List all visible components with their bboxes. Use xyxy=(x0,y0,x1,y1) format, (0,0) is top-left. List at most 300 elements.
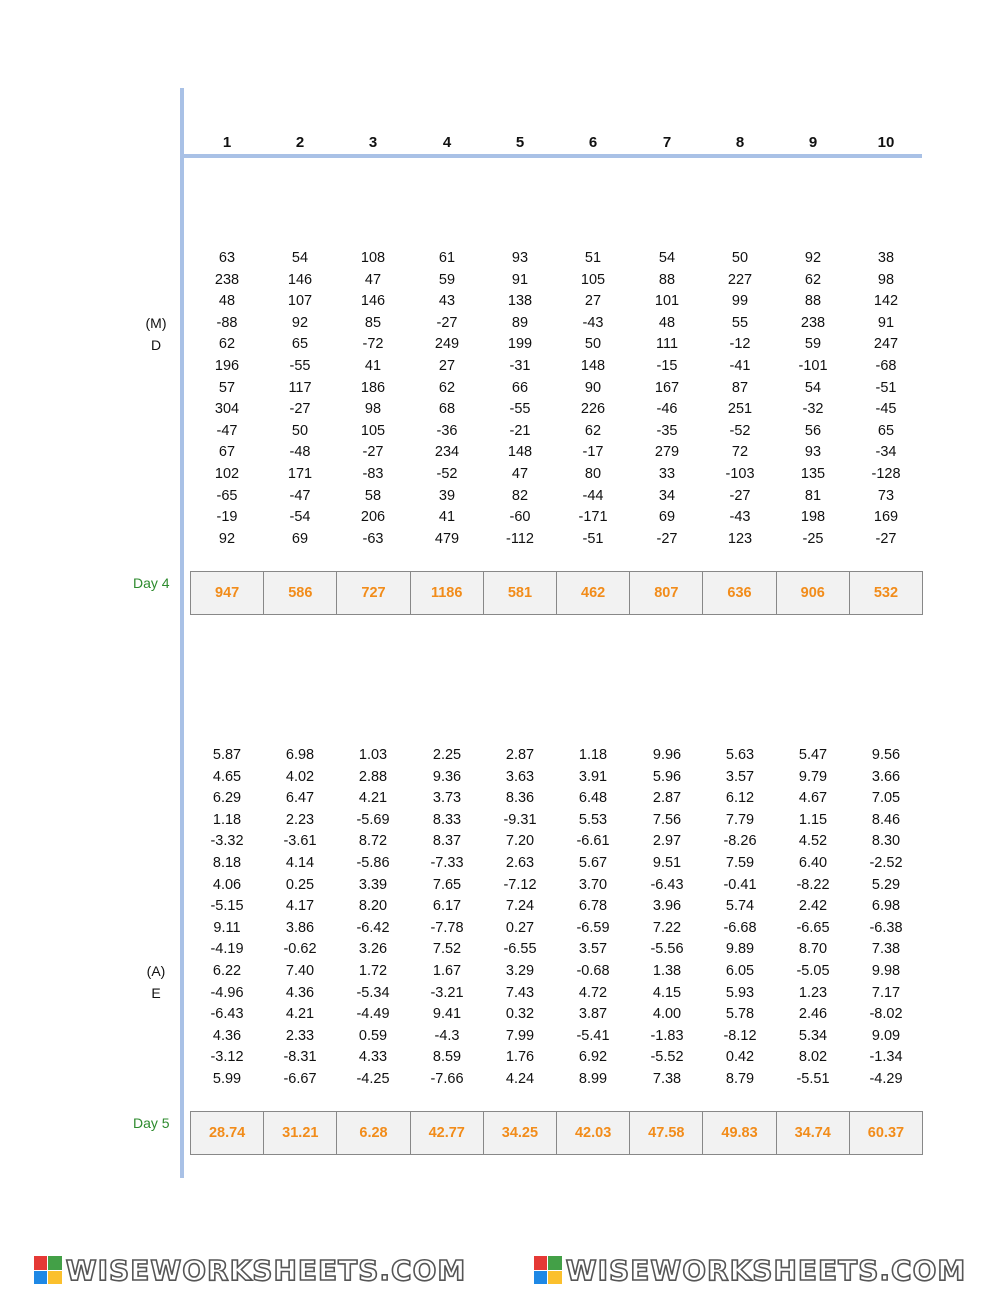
total-cell: 6.28 xyxy=(337,1112,410,1154)
table-cell: -17 xyxy=(582,444,604,461)
table-cell: 0.27 xyxy=(505,919,535,936)
table-cell: -6.42 xyxy=(356,919,390,936)
table-cell: -52 xyxy=(729,422,751,439)
table-cell: 198 xyxy=(800,509,826,526)
table-cell: 8.72 xyxy=(358,833,388,850)
table-cell: 39 xyxy=(438,487,456,504)
table-cell: -7.66 xyxy=(430,1071,464,1087)
table-cell: 54 xyxy=(804,379,822,396)
column-header: 2 xyxy=(295,134,305,151)
table-cell: -0.68 xyxy=(576,963,610,979)
table-cell: 1.67 xyxy=(432,963,462,979)
table-cell: -3.32 xyxy=(210,833,244,850)
table-cell: -0.62 xyxy=(283,941,317,958)
table-cell: -1.34 xyxy=(869,1049,903,1066)
table-cell: -12 xyxy=(729,336,751,353)
table-cell: 62 xyxy=(438,379,456,396)
table-cell: -45 xyxy=(875,401,897,418)
table-cell: 5.29 xyxy=(871,876,901,893)
table-cell: 247 xyxy=(873,336,899,353)
table-cell: 50 xyxy=(731,250,749,266)
day5-totals-row xyxy=(190,1111,923,1155)
table-cell: 2.46 xyxy=(798,1006,828,1023)
column-header: 8 xyxy=(735,134,745,151)
table-cell: 7.59 xyxy=(725,855,755,871)
table-cell: 27 xyxy=(438,358,456,374)
table-cell: 61 xyxy=(438,250,456,266)
total-cell: 532 xyxy=(873,585,899,601)
table-cell: -72 xyxy=(362,336,384,353)
table-cell: -8.26 xyxy=(723,833,757,850)
table-cell: -47 xyxy=(289,487,311,504)
table-cell: 68 xyxy=(438,401,456,418)
table-cell: 41 xyxy=(364,358,382,374)
table-cell: -8.31 xyxy=(283,1049,317,1066)
column-header: 9 xyxy=(808,134,818,151)
table-cell: 9.98 xyxy=(871,963,901,979)
table-cell: 6.92 xyxy=(578,1049,608,1066)
table-cell: 54 xyxy=(658,250,676,266)
table-cell: 7.56 xyxy=(652,811,682,828)
table-cell: -101 xyxy=(798,358,828,374)
table-cell: 108 xyxy=(360,250,386,266)
table-cell: 186 xyxy=(360,379,386,396)
table-cell: 9.89 xyxy=(725,941,755,958)
table-cell: 0.25 xyxy=(285,876,315,893)
table-cell: -25 xyxy=(802,530,824,547)
table-cell: 135 xyxy=(800,466,826,482)
table-cell: 8.02 xyxy=(798,1049,828,1066)
table-cell: 0.59 xyxy=(358,1027,388,1044)
table-cell: -1.83 xyxy=(650,1027,684,1044)
table-cell: -51 xyxy=(875,379,897,396)
table-cell: 5.78 xyxy=(725,1006,755,1023)
table-cell: 2.33 xyxy=(285,1027,315,1044)
day4-totals-row xyxy=(190,571,923,615)
table-cell: 6.78 xyxy=(578,898,608,915)
table-cell: 82 xyxy=(511,487,529,504)
table-cell: 88 xyxy=(658,271,676,288)
table-cell: -36 xyxy=(436,422,458,439)
section-ae-label-2: E xyxy=(151,985,161,1001)
table-cell: 5.47 xyxy=(798,747,828,763)
table-cell: 1.23 xyxy=(798,984,828,1001)
table-cell: 7.20 xyxy=(505,833,535,850)
table-cell: -60 xyxy=(509,509,531,526)
table-cell: 102 xyxy=(214,466,240,482)
table-cell: -171 xyxy=(578,509,608,526)
table-cell: -5.05 xyxy=(796,963,830,979)
table-cell: 0.42 xyxy=(725,1049,755,1066)
table-cell: 2.97 xyxy=(652,833,682,850)
table-cell: -5.52 xyxy=(650,1049,684,1066)
table-cell: -3.61 xyxy=(283,833,317,850)
table-cell: -27 xyxy=(656,530,678,547)
table-cell: -35 xyxy=(656,422,678,439)
table-cell: 6.29 xyxy=(212,790,242,807)
table-cell: 98 xyxy=(877,271,895,288)
table-cell: 92 xyxy=(291,314,309,331)
column-header: 5 xyxy=(515,134,525,151)
table-cell: 55 xyxy=(731,314,749,331)
table-cell: 7.43 xyxy=(505,984,535,1001)
table-cell: 3.63 xyxy=(505,768,535,785)
table-cell: -63 xyxy=(362,530,384,547)
table-cell: -5.41 xyxy=(576,1027,610,1044)
table-cell: 62 xyxy=(584,422,602,439)
table-cell: 105 xyxy=(580,271,606,288)
table-cell: -32 xyxy=(802,401,824,418)
table-cell: 5.67 xyxy=(578,855,608,871)
table-cell: -46 xyxy=(656,401,678,418)
table-cell: 2.88 xyxy=(358,768,388,785)
table-cell: 59 xyxy=(438,271,456,288)
table-cell: 2.87 xyxy=(652,790,682,807)
table-cell: 8.20 xyxy=(358,898,388,915)
table-cell: 2.63 xyxy=(505,855,535,871)
table-cell: 65 xyxy=(291,336,309,353)
table-cell: -6.61 xyxy=(576,833,610,850)
logo-icon xyxy=(534,1256,562,1284)
table-cell: 146 xyxy=(360,293,386,310)
table-cell: 7.17 xyxy=(871,984,901,1001)
table-cell: -55 xyxy=(289,358,311,374)
table-cell: 138 xyxy=(507,293,533,310)
table-cell: 67 xyxy=(218,444,236,461)
table-cell: -19 xyxy=(216,509,238,526)
table-cell: 34 xyxy=(658,487,676,504)
table-cell: 43 xyxy=(438,293,456,310)
table-cell: 6.17 xyxy=(432,898,462,915)
section-ae-label-1: (A) xyxy=(146,963,166,979)
total-cell: 34.74 xyxy=(777,1112,850,1154)
table-cell: 1.76 xyxy=(505,1049,535,1066)
table-cell: 27 xyxy=(584,293,602,310)
table-cell: -8.02 xyxy=(869,1006,903,1023)
table-cell: 6.98 xyxy=(285,747,315,763)
table-cell: 62 xyxy=(218,336,236,353)
table-cell: 146 xyxy=(287,271,313,288)
table-cell: -34 xyxy=(875,444,897,461)
table-cell: 7.22 xyxy=(652,919,682,936)
table-cell: 1.38 xyxy=(652,963,682,979)
total-cell: 49.83 xyxy=(703,1112,776,1154)
table-cell: 3.57 xyxy=(725,768,755,785)
table-cell: 6.05 xyxy=(725,963,755,979)
table-cell: 234 xyxy=(434,444,460,461)
table-cell: -7.12 xyxy=(503,876,537,893)
table-cell: -43 xyxy=(582,314,604,331)
table-cell: 1.15 xyxy=(798,811,828,828)
column-header: 4 xyxy=(442,134,452,151)
total-cell: 34.25 xyxy=(484,1112,557,1154)
table-cell: 7.05 xyxy=(871,790,901,807)
table-cell: 6.98 xyxy=(871,898,901,915)
table-cell: -68 xyxy=(875,358,897,374)
table-cell: 4.72 xyxy=(578,984,608,1001)
column-header: 3 xyxy=(368,134,378,151)
column-header: 6 xyxy=(588,134,598,151)
day5-label: Day 5 xyxy=(133,1115,170,1131)
table-cell: 206 xyxy=(360,509,386,526)
table-cell: 9.96 xyxy=(652,747,682,763)
total-cell: 47.58 xyxy=(630,1112,703,1154)
table-cell: 5.34 xyxy=(798,1027,828,1044)
table-cell: 87 xyxy=(731,379,749,396)
table-cell: 3.66 xyxy=(871,768,901,785)
table-cell: 89 xyxy=(511,314,529,331)
section-md-label-2: D xyxy=(150,337,162,353)
table-cell: -3.21 xyxy=(430,984,464,1001)
table-cell: -5.86 xyxy=(356,855,390,871)
table-cell: 56 xyxy=(804,422,822,439)
table-cell: 1.72 xyxy=(358,963,388,979)
total-cell: 947 xyxy=(191,572,264,614)
total-cell: 727 xyxy=(337,572,410,614)
table-cell: -43 xyxy=(729,509,751,526)
total-cell: 42.77 xyxy=(411,1112,484,1154)
table-cell: -5.15 xyxy=(210,898,244,915)
table-cell: 4.17 xyxy=(285,898,315,915)
table-cell: -8.22 xyxy=(796,876,830,893)
table-cell: 4.24 xyxy=(505,1071,535,1087)
table-cell: 4.36 xyxy=(212,1027,242,1044)
table-cell: 8.70 xyxy=(798,941,828,958)
table-cell: 2.42 xyxy=(798,898,828,915)
table-cell: -31 xyxy=(509,358,531,374)
table-cell: 5.96 xyxy=(652,768,682,785)
table-cell: 4.65 xyxy=(212,768,242,785)
table-cell: -3.12 xyxy=(210,1049,244,1066)
table-cell: 4.33 xyxy=(358,1049,388,1066)
table-cell: -9.31 xyxy=(503,811,537,828)
table-cell: 5.63 xyxy=(725,747,755,763)
table-cell: 63 xyxy=(218,250,236,266)
table-cell: 7.40 xyxy=(285,963,315,979)
table-cell: 3.39 xyxy=(358,876,388,893)
table-cell: 171 xyxy=(287,466,313,482)
table-cell: 9.56 xyxy=(871,747,901,763)
table-cell: 91 xyxy=(877,314,895,331)
table-cell: -21 xyxy=(509,422,531,439)
table-cell: 38 xyxy=(877,250,895,266)
table-cell: 3.29 xyxy=(505,963,535,979)
total-cell: 42.03 xyxy=(557,1112,630,1154)
table-cell: 3.96 xyxy=(652,898,682,915)
table-cell: 5.74 xyxy=(725,898,755,915)
table-cell: -8.12 xyxy=(723,1027,757,1044)
table-cell: 9.09 xyxy=(871,1027,901,1044)
table-cell: 93 xyxy=(804,444,822,461)
table-cell: 148 xyxy=(507,444,533,461)
table-cell: 3.73 xyxy=(432,790,462,807)
table-cell: -5.56 xyxy=(650,941,684,958)
table-cell: 3.87 xyxy=(578,1006,608,1023)
table-cell: 2.25 xyxy=(432,747,462,763)
table-cell: 1.18 xyxy=(212,811,242,828)
table-cell: -112 xyxy=(506,530,534,547)
table-cell: 8.79 xyxy=(725,1071,755,1087)
table-cell: -6.43 xyxy=(210,1006,244,1023)
table-cell: 50 xyxy=(291,422,309,439)
table-cell: 58 xyxy=(364,487,382,504)
table-cell: -52 xyxy=(436,466,458,482)
table-cell: 3.26 xyxy=(358,941,388,958)
table-cell: 47 xyxy=(364,271,382,288)
table-cell: 9.41 xyxy=(432,1006,462,1023)
table-cell: 93 xyxy=(511,250,529,266)
table-cell: 4.67 xyxy=(798,790,828,807)
section-md-label-1: (M) xyxy=(145,315,167,331)
table-cell: 1.18 xyxy=(578,747,608,763)
total-cell: 462 xyxy=(557,572,630,614)
table-cell: 251 xyxy=(727,401,753,418)
table-cell: 8.59 xyxy=(432,1049,462,1066)
table-cell: -55 xyxy=(509,401,531,418)
table-cell: 7.79 xyxy=(725,811,755,828)
table-cell: -44 xyxy=(582,487,604,504)
total-cell: 1186 xyxy=(411,572,484,614)
table-cell: 226 xyxy=(580,401,606,418)
table-cell: -6.59 xyxy=(576,919,610,936)
table-cell: 2.87 xyxy=(505,747,535,763)
table-cell: 249 xyxy=(434,336,460,353)
table-cell: 4.14 xyxy=(285,855,315,871)
table-cell: 169 xyxy=(873,509,899,526)
table-cell: 9.11 xyxy=(213,919,241,936)
footer-watermark xyxy=(0,1252,1000,1288)
table-cell: -0.41 xyxy=(723,876,757,893)
table-cell: -7.33 xyxy=(430,855,464,871)
table-cell: 54 xyxy=(291,250,309,266)
total-cell: 28.74 xyxy=(191,1112,264,1154)
table-cell: 62 xyxy=(804,271,822,288)
table-cell: 4.00 xyxy=(652,1006,682,1023)
table-cell: 8.46 xyxy=(871,811,901,828)
table-cell: 48 xyxy=(658,314,676,331)
table-cell: -6.68 xyxy=(723,919,757,936)
brand-right xyxy=(534,1254,967,1287)
table-cell: -4.3 xyxy=(434,1027,460,1044)
table-cell: 50 xyxy=(584,336,602,353)
table-cell: 5.99 xyxy=(212,1071,242,1087)
table-cell: 238 xyxy=(214,271,240,288)
table-cell: -27 xyxy=(729,487,751,504)
brand-left xyxy=(34,1254,467,1287)
table-cell: -5.69 xyxy=(356,811,390,828)
table-cell: 227 xyxy=(727,271,753,288)
table-cell: 48 xyxy=(218,293,236,310)
table-cell: 41 xyxy=(438,509,456,526)
table-cell: 3.91 xyxy=(578,768,608,785)
table-cell: 4.02 xyxy=(285,768,315,785)
table-cell: 47 xyxy=(511,466,529,482)
table-cell: -4.25 xyxy=(356,1071,390,1087)
table-cell: -6.65 xyxy=(796,919,830,936)
total-cell: 581 xyxy=(484,572,557,614)
table-cell: 7.24 xyxy=(505,898,535,915)
table-cell: 6.40 xyxy=(798,855,828,871)
table-cell: -4.19 xyxy=(210,941,244,958)
table-cell: 57 xyxy=(218,379,236,396)
vertical-rule xyxy=(180,88,184,1178)
table-cell: 8.30 xyxy=(871,833,901,850)
table-cell: 4.36 xyxy=(285,984,315,1001)
table-cell: 111 xyxy=(655,336,679,353)
table-cell: -88 xyxy=(216,314,238,331)
table-cell: 59 xyxy=(804,336,822,353)
table-cell: 91 xyxy=(511,271,529,288)
table-cell: 105 xyxy=(360,422,386,439)
table-cell: 196 xyxy=(214,358,240,374)
table-cell: -41 xyxy=(729,358,751,374)
brand-text: WISEWORKSHEETS.COM xyxy=(565,1253,967,1287)
table-cell: -4.29 xyxy=(869,1071,903,1087)
column-header: 10 xyxy=(877,134,895,151)
table-cell: -54 xyxy=(289,509,311,526)
table-cell: 279 xyxy=(654,444,680,461)
total-cell: 60.37 xyxy=(867,1125,905,1141)
total-cell: 31.21 xyxy=(264,1112,337,1154)
table-cell: -47 xyxy=(216,422,238,439)
column-header: 1 xyxy=(222,134,232,151)
table-cell: 69 xyxy=(291,530,309,547)
table-cell: -27 xyxy=(362,444,384,461)
table-cell: -27 xyxy=(436,314,458,331)
table-cell: 142 xyxy=(873,293,899,310)
table-cell: 9.79 xyxy=(798,768,828,785)
table-cell: 117 xyxy=(288,379,312,396)
table-cell: -51 xyxy=(582,530,604,547)
table-cell: 8.37 xyxy=(432,833,462,850)
table-cell: 6.22 xyxy=(212,963,242,979)
table-cell: 4.06 xyxy=(212,876,242,893)
table-cell: 98 xyxy=(364,401,382,418)
table-cell: 69 xyxy=(658,509,676,526)
table-cell: 101 xyxy=(654,293,680,310)
table-cell: 92 xyxy=(804,250,822,266)
table-cell: -5.34 xyxy=(356,984,390,1001)
table-cell: 3.57 xyxy=(578,941,608,958)
table-cell: 4.15 xyxy=(652,984,682,1001)
table-cell: 8.36 xyxy=(505,790,535,807)
table-cell: 72 xyxy=(731,444,749,461)
table-cell: 199 xyxy=(507,336,533,353)
table-cell: 4.52 xyxy=(798,833,828,850)
table-cell: 7.38 xyxy=(652,1071,682,1087)
total-cell: 906 xyxy=(777,572,850,614)
table-cell: 9.51 xyxy=(652,855,682,871)
table-cell: -83 xyxy=(362,466,384,482)
table-cell: 5.87 xyxy=(212,747,242,763)
table-cell: 4.21 xyxy=(358,790,388,807)
table-cell: 148 xyxy=(580,358,606,374)
table-cell: -6.38 xyxy=(869,919,903,936)
table-cell: -4.96 xyxy=(210,984,244,1001)
table-cell: 66 xyxy=(511,379,529,396)
table-cell: 4.21 xyxy=(285,1006,315,1023)
table-cell: 3.70 xyxy=(578,876,608,893)
table-cell: 7.52 xyxy=(432,941,462,958)
table-cell: 6.12 xyxy=(725,790,755,807)
table-cell: 9.36 xyxy=(432,768,462,785)
table-cell: 6.47 xyxy=(285,790,315,807)
table-cell: 5.53 xyxy=(578,811,608,828)
table-cell: 92 xyxy=(218,530,236,547)
table-cell: 6.48 xyxy=(578,790,608,807)
table-cell: 7.65 xyxy=(432,876,462,893)
header-rule xyxy=(180,154,922,158)
